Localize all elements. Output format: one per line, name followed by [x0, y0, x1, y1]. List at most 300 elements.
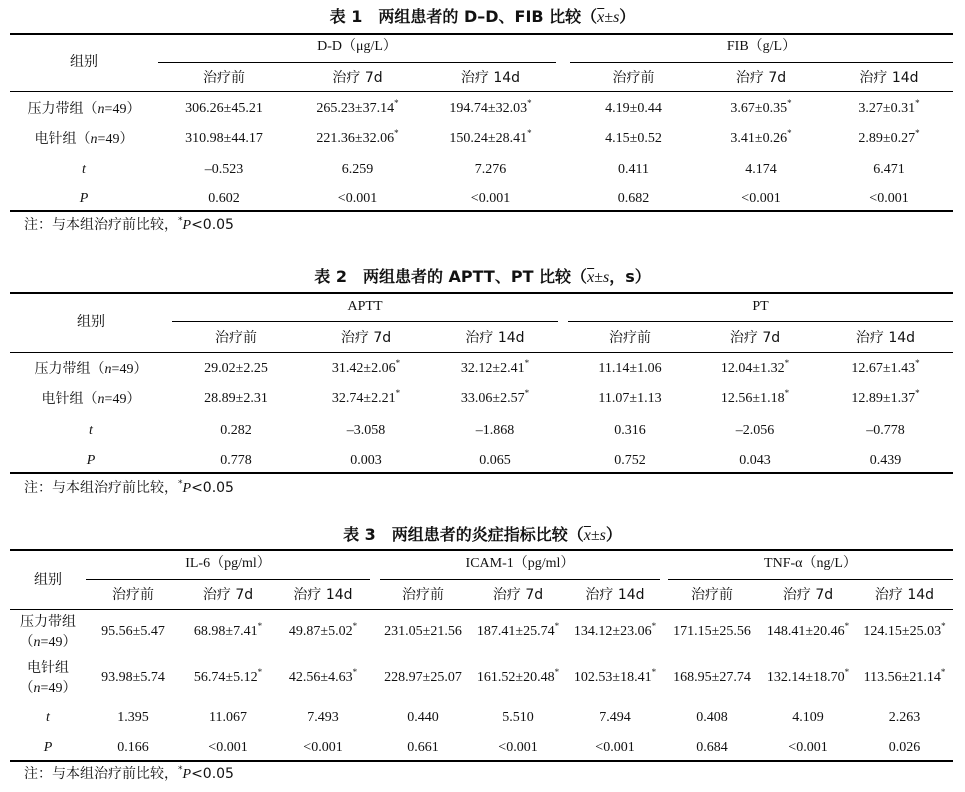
- table3-cell-r2-c3: [376, 708, 470, 728]
- table1-cell-star-r0-c2: *: [527, 98, 532, 108]
- table1-caption-suffix: ）: [619, 7, 636, 26]
- table3-group-rule-tnfa: [668, 579, 953, 580]
- table3-subheader-4: 治疗 7d: [492, 587, 544, 603]
- table3-subheader-6: 治疗前: [691, 587, 733, 603]
- table2-cell-value-r1-c5: 12.89±1.37: [851, 391, 916, 406]
- table2-cell-value-r2-c5: –0.778: [866, 423, 905, 438]
- table3-row-label-3: P: [43, 740, 53, 755]
- table2-cell-star-r1-c5: *: [915, 388, 920, 398]
- table3-cell-value-r3-c8: 0.026: [888, 740, 921, 755]
- table3-cell-r0-c1: [180, 622, 276, 642]
- table2-cell-r0-c5: [818, 359, 953, 379]
- table2-bottom-rule: [10, 472, 953, 474]
- table2-cell-value-r3-c4: 0.043: [739, 453, 771, 468]
- table2-subheader-1: 治疗 7d: [340, 330, 392, 346]
- table3-cell-value-r2-c4: 5.510: [502, 710, 534, 725]
- table1-subheader-2: 治疗 14d: [460, 70, 521, 86]
- table2-row-label-nval-1: =49）: [104, 392, 141, 407]
- table2-cell-r3-c3: [568, 451, 692, 471]
- table2-cell-star-r0-c4: *: [784, 358, 790, 368]
- table3-cell-value-r2-c1: 11.067: [209, 710, 247, 725]
- table3-cell-value-r0-c6: 171.15±25.56: [673, 624, 751, 639]
- table1-cell-value-r1-c4: 3.41±0.26: [730, 131, 788, 146]
- table3-subheader-8: 治疗 14d: [874, 587, 935, 603]
- table1-caption-mean-symbol: $\overline{x}$: [597, 9, 605, 26]
- table3-caption-mean-symbol: $\overline{x}$: [583, 527, 591, 544]
- table3-cell-value-r0-c7: 148.41±20.46: [766, 624, 845, 639]
- table3-cell-star-r0-c2: *: [352, 621, 358, 631]
- table1-cell-value-r3-c4: <0.001: [741, 191, 781, 206]
- table1-note-star: *: [178, 216, 183, 226]
- table3-cell-value-r3-c1: <0.001: [208, 740, 248, 755]
- table3-cell-r1-c7: [760, 668, 856, 688]
- table3-cell-r1-c4: [470, 668, 566, 688]
- table3-cell-value-r0-c4: 187.41±25.74: [476, 624, 555, 639]
- table2-row-label-2: t: [89, 423, 93, 438]
- table3-cell-value-r3-c3: 0.661: [407, 740, 439, 755]
- table1-cell-value-r2-c3: 0.411: [618, 162, 649, 177]
- table1-caption-pm: ±: [604, 9, 614, 26]
- table2-cell-value-r2-c2: –1.868: [475, 423, 515, 438]
- table2-colgroup-aptt: APTT: [347, 299, 383, 314]
- table2-cell-r3-c5: [818, 451, 953, 471]
- table2-cell-r1-c2: [432, 389, 558, 409]
- table1-cell-value-r1-c3: 4.15±0.52: [605, 131, 662, 146]
- table2-cell-value-r0-c2: 32.12±2.41: [460, 361, 525, 376]
- table2-cell-star-r1-c1: *: [395, 388, 401, 398]
- table3-cell-r0-c2: [276, 622, 370, 642]
- table1-cell-r0-c3: [570, 99, 697, 119]
- table1-group-rule-dd: [158, 62, 556, 63]
- table3-caption-text: 表 3 两组患者的炎症指标比较（: [343, 525, 584, 544]
- table2-cell-r0-c3: [568, 359, 692, 379]
- table1-caption-text: 表 1 两组患者的 D–D、FIB 比较（: [329, 7, 598, 26]
- table1-cell-value-r0-c1: 265.23±37.14: [316, 101, 395, 116]
- table2-cell-r3-c0: [172, 451, 300, 471]
- table3-cell-r0-c5: [566, 622, 664, 642]
- table1-cell-r1-c1: [290, 129, 425, 149]
- table2-cell-r2-c4: [692, 421, 818, 441]
- table2-row-label-nval-0: =49）: [111, 362, 148, 377]
- table1-subheader-4: 治疗 7d: [735, 70, 787, 86]
- table1-cell-value-r0-c3: 4.19±0.44: [605, 101, 662, 116]
- table1-cell-r2-c1: [290, 160, 425, 180]
- table3-cell-r2-c4: [470, 708, 566, 728]
- table2-cell-value-r1-c1: 32.74±2.21: [331, 391, 396, 406]
- table1-row-label-1: [10, 129, 158, 149]
- table3-cell-r3-c8: [856, 738, 953, 758]
- table3-subheader-7: 治疗 7d: [782, 587, 834, 603]
- table1-subheader-1: 治疗 7d: [332, 70, 383, 86]
- table1-cell-value-r3-c1: <0.001: [337, 191, 378, 206]
- table3-cell-value-r3-c7: <0.001: [788, 740, 828, 755]
- table3-cell-r1-c1: [180, 668, 276, 688]
- table3-cell-r0-c7: [760, 622, 856, 642]
- table1-cell-star-r1-c2: *: [527, 128, 532, 138]
- table2-cell-r1-c3: [568, 389, 692, 409]
- table1-subheader-3: 治疗前: [612, 70, 655, 86]
- table3-cell-r2-c1: [180, 708, 276, 728]
- table3-cell-r2-c5: [566, 708, 664, 728]
- table3-cell-value-r2-c7: 4.109: [792, 710, 824, 725]
- table2-top-rule: [10, 292, 953, 294]
- table1-cell-value-r0-c5: 3.27±0.31: [858, 101, 916, 116]
- table2-cell-value-r0-c0: 29.02±2.25: [204, 361, 268, 376]
- table3-caption: [0, 524, 965, 547]
- table1-cell-r2-c3: [570, 160, 697, 180]
- table2-caption-suffix: ，s）: [609, 267, 651, 286]
- table2-cell-star-r1-c2: *: [524, 388, 530, 398]
- table3-cell-value-r1-c4: 161.52±20.48: [476, 670, 555, 685]
- table3-row-label-n-1: n: [33, 681, 41, 696]
- table3-row-label-1: [10, 658, 86, 698]
- table1-cell-value-r1-c1: 221.36±32.06: [316, 131, 395, 146]
- table2-row-label-1: [10, 389, 172, 409]
- table2-cell-r2-c3: [568, 421, 692, 441]
- table2-cell-value-r2-c3: 0.316: [614, 423, 646, 438]
- table3-cell-r3-c4: [470, 738, 566, 758]
- table1-group-header: 组别: [70, 54, 98, 70]
- table2-caption-pm: ±: [594, 269, 603, 286]
- table2-note: [24, 478, 234, 499]
- table2-group-rule-aptt: [172, 321, 558, 322]
- table1-cell-r2-c2: [425, 160, 556, 180]
- table3-note: [24, 764, 234, 785]
- table2-note-p: P: [182, 481, 192, 496]
- table1-cell-r3-c0: [158, 189, 290, 209]
- table3-cell-r1-c0: [86, 668, 180, 688]
- table3-cell-value-r1-c3: 228.97±25.07: [384, 670, 462, 685]
- table2-cell-r1-c4: [692, 389, 818, 409]
- table3-caption-sd-symbol: s: [599, 527, 606, 544]
- table1-cell-r0-c2: [425, 99, 556, 119]
- table3-row-label-text-0: 压力带组: [20, 614, 76, 630]
- table3-cell-value-r1-c1: 56.74±5.12: [193, 670, 258, 685]
- table3-cell-r1-c8: [856, 668, 953, 688]
- table1-cell-value-r2-c1: 6.259: [341, 162, 374, 177]
- table1-cell-value-r3-c5: <0.001: [869, 191, 909, 206]
- table2-row-label-3: P: [86, 453, 96, 468]
- table3-cell-value-r0-c1: 68.98±7.41: [193, 624, 258, 639]
- table3-cell-star-r1-c8: *: [940, 667, 946, 677]
- table2-colgroup-pt: PT: [752, 299, 769, 314]
- table3-cell-value-r3-c2: <0.001: [303, 740, 343, 755]
- table2-cell-value-r2-c1: –3.058: [346, 423, 386, 438]
- table3-colgroup-tnfa: TNF-α（ng/L）: [764, 556, 857, 571]
- table1-cell-r3-c1: [290, 189, 425, 209]
- table1-cell-r0-c4: [697, 99, 825, 119]
- table3-group-rule-il6: [86, 579, 370, 580]
- table2-cell-r1-c5: [818, 389, 953, 409]
- table3-caption-suffix: ）: [605, 525, 622, 544]
- table2-caption: [0, 266, 965, 289]
- table1-cell-value-r2-c2: 7.276: [474, 162, 507, 177]
- table2-subheader-0: 治疗前: [215, 330, 257, 346]
- table1-cell-r2-c5: [825, 160, 953, 180]
- table1-cell-value-r2-c5: 6.471: [873, 162, 905, 177]
- table1-cell-value-r1-c2: 150.24±28.41: [449, 131, 528, 146]
- table1-cell-value-r0-c0: 306.26±45.21: [185, 101, 263, 116]
- table1-caption-sd-symbol: s: [613, 9, 620, 26]
- table3-cell-value-r3-c4: <0.001: [498, 740, 538, 755]
- table3-cell-value-r1-c8: 113.56±21.14: [863, 670, 941, 685]
- table3-top-rule: [10, 549, 953, 551]
- table2-cell-r1-c0: [172, 389, 300, 409]
- table2-cell-value-r0-c1: 31.42±2.06: [331, 361, 396, 376]
- table1-subheader-5: 治疗 14d: [859, 70, 919, 86]
- table1-subheader-0: 治疗前: [203, 70, 245, 86]
- table3-bottom-rule: [10, 760, 953, 762]
- table1-cell-value-r3-c2: <0.001: [470, 191, 511, 206]
- table1-row-label-n-0: n: [97, 102, 105, 117]
- table3-cell-r0-c3: [376, 622, 470, 642]
- table2-caption-sd-symbol: s: [602, 269, 610, 286]
- table3-cell-value-r0-c8: 124.15±25.03: [863, 624, 942, 639]
- table1-cell-r3-c4: [697, 189, 825, 209]
- table1-cell-value-r1-c5: 2.89±0.27: [858, 131, 916, 146]
- table2-cell-star-r1-c4: *: [784, 388, 790, 398]
- table3-cell-value-r0-c2: 49.87±5.02: [288, 624, 353, 639]
- table3-cell-value-r1-c7: 132.14±18.70: [766, 670, 845, 685]
- table3-subheader-3: 治疗前: [402, 587, 444, 603]
- table2-subheader-2: 治疗 14d: [465, 330, 525, 346]
- table2-row-label-n-0: n: [104, 362, 112, 377]
- table3-row-label-2: t: [46, 710, 50, 725]
- table3-cell-value-r1-c6: 168.95±27.74: [673, 670, 751, 685]
- table1-cell-star-r0-c5: *: [915, 98, 920, 108]
- table3-subheader-1: 治疗 7d: [202, 587, 254, 603]
- table3-cell-r3-c2: [276, 738, 370, 758]
- table1-cell-star-r0-c4: *: [787, 98, 792, 108]
- table2-cell-value-r2-c0: 0.282: [220, 423, 252, 438]
- table1-row-label-3: P: [79, 191, 89, 206]
- table1-row-label-text-1: 电针组（: [34, 131, 91, 147]
- table2-subheader-4: 治疗 7d: [729, 330, 781, 346]
- table3-cell-r3-c5: [566, 738, 664, 758]
- table3-cell-r1-c5: [566, 668, 664, 688]
- table1-row-label-2: t: [82, 162, 86, 177]
- table2-note-suffix: <0.05: [191, 480, 234, 496]
- table2-cell-r1-c1: [300, 389, 432, 409]
- table1-cell-r1-c3: [570, 129, 697, 149]
- table1-cell-r1-c2: [425, 129, 556, 149]
- table3-row-label-paren-0: （: [19, 634, 34, 650]
- table3-subheader-2: 治疗 14d: [293, 587, 353, 603]
- table3-cell-star-r0-c8: *: [941, 621, 946, 631]
- table2-group-header: 组别: [77, 314, 105, 330]
- table2-note-star: *: [178, 479, 183, 489]
- table1-note-p: P: [182, 218, 192, 233]
- table3-cell-value-r2-c2: 7.493: [307, 710, 339, 725]
- table1-group-rule-fib: [570, 62, 953, 63]
- table1-note-text: 注：与本组治疗前比较，: [24, 217, 178, 233]
- table2-cell-r2-c2: [432, 421, 558, 441]
- table1-note: [24, 215, 234, 236]
- table2-cell-r2-c5: [818, 421, 953, 441]
- table3-cell-value-r1-c2: 42.56±4.63: [288, 670, 353, 685]
- table3-cell-value-r3-c6: 0.684: [696, 740, 728, 755]
- table3-cell-r2-c8: [856, 708, 953, 728]
- table3-cell-star-r0-c1: *: [257, 621, 263, 631]
- table2-cell-value-r0-c5: 12.67±1.43: [851, 361, 916, 376]
- table3-cell-value-r2-c6: 0.408: [696, 710, 728, 725]
- table3-cell-star-r1-c4: *: [554, 667, 560, 677]
- table1-cell-value-r3-c3: 0.682: [617, 191, 650, 206]
- table1-colgroup-fib: FIB（g/L）: [726, 39, 797, 54]
- table3-cell-r0-c8: [856, 622, 953, 642]
- table1-cell-r3-c2: [425, 189, 556, 209]
- table2-cell-r2-c0: [172, 421, 300, 441]
- table3-cell-r3-c0: [86, 738, 180, 758]
- table1-top-rule: [10, 33, 953, 35]
- table3-note-text: 注：与本组治疗前比较，: [24, 766, 178, 782]
- table2-cell-value-r1-c2: 33.06±2.57: [460, 391, 525, 406]
- table1-caption: [0, 6, 965, 29]
- table2-cell-value-r3-c0: 0.778: [220, 453, 252, 468]
- table3-caption-pm: ±: [590, 527, 600, 544]
- table1-cell-r0-c0: [158, 99, 290, 119]
- table3-row-label-text-1: 电针组: [27, 660, 69, 676]
- table1-cell-star-r1-c1: *: [394, 128, 399, 138]
- table1-cell-value-r2-c0: –0.523: [204, 162, 244, 177]
- table2-cell-value-r1-c0: 28.89±2.31: [204, 391, 268, 406]
- table3-row-label-n-0: n: [33, 635, 41, 650]
- table2-cell-value-r3-c3: 0.752: [614, 453, 646, 468]
- table3-cell-r1-c3: [376, 668, 470, 688]
- table1-cell-r2-c4: [697, 160, 825, 180]
- table1-cell-r1-c0: [158, 129, 290, 149]
- table3-cell-r3-c6: [664, 738, 760, 758]
- table1-cell-r3-c5: [825, 189, 953, 209]
- table2-caption-text: 表 2 两组患者的 APTT、PT 比较（: [314, 267, 588, 286]
- table1-cell-value-r3-c0: 0.602: [208, 191, 240, 206]
- table1-row-label-nval-1: =49）: [97, 132, 134, 147]
- table3-cell-value-r3-c0: 0.166: [117, 740, 149, 755]
- table3-colgroup-icam1: ICAM-1（pg/ml）: [465, 556, 575, 571]
- table1-header-rule: [10, 91, 953, 92]
- table3-subheader-5: 治疗 14d: [585, 587, 645, 603]
- table1-row-label-n-1: n: [90, 132, 98, 147]
- table1-colgroup-dd: D-D（μg/L）: [317, 39, 397, 54]
- table3-cell-value-r2-c3: 0.440: [407, 710, 439, 725]
- table3-cell-value-r1-c0: 93.98±5.74: [101, 670, 165, 685]
- table1-row-label-nval-0: =49）: [104, 102, 141, 117]
- table3-cell-star-r1-c2: *: [352, 667, 358, 677]
- table3-cell-r2-c6: [664, 708, 760, 728]
- table3-header-rule: [10, 609, 953, 610]
- table3-cell-r1-c2: [276, 668, 370, 688]
- table2-cell-r2-c1: [300, 421, 432, 441]
- table2-cell-value-r3-c2: 0.065: [479, 453, 511, 468]
- table1-cell-value-r0-c4: 3.67±0.35: [730, 101, 788, 116]
- table2-cell-value-r3-c5: 0.439: [869, 453, 902, 468]
- table3-row-label-nval-0: =49）: [40, 635, 77, 650]
- table1-note-suffix: <0.05: [191, 217, 234, 233]
- table1-row-label-text-0: 压力带组（: [27, 101, 98, 117]
- table2-cell-value-r1-c4: 12.56±1.18: [720, 391, 785, 406]
- table2-cell-r0-c4: [692, 359, 818, 379]
- table2-cell-r3-c2: [432, 451, 558, 471]
- table1-cell-r0-c1: [290, 99, 425, 119]
- table1-cell-value-r1-c0: 310.98±44.17: [185, 131, 263, 146]
- table2-cell-r0-c1: [300, 359, 432, 379]
- table2-row-label-0: [10, 359, 172, 379]
- table3-cell-star-r1-c5: *: [651, 667, 657, 677]
- table3-cell-value-r2-c5: 7.494: [599, 710, 631, 725]
- table3-row-label-nval-1: =49）: [40, 681, 77, 696]
- table1-cell-r2-c0: [158, 160, 290, 180]
- table2-cell-r3-c4: [692, 451, 818, 471]
- table3-cell-star-r1-c7: *: [844, 667, 850, 677]
- table3-cell-star-r0-c7: *: [844, 621, 850, 631]
- table3-cell-r3-c1: [180, 738, 276, 758]
- table2-cell-value-r2-c4: –2.056: [735, 423, 775, 438]
- table1-cell-r0-c5: [825, 99, 953, 119]
- table3-cell-value-r2-c8: 2.263: [888, 710, 921, 725]
- table3-cell-value-r3-c5: <0.001: [595, 740, 635, 755]
- table2-caption-mean-symbol: $\overline{x}$: [587, 269, 595, 286]
- table3-cell-value-r1-c5: 102.53±18.41: [573, 670, 652, 685]
- table3-cell-star-r0-c5: *: [651, 621, 657, 631]
- table3-cell-r0-c0: [86, 622, 180, 642]
- table2-cell-value-r1-c3: 11.07±1.13: [598, 391, 662, 406]
- table3-note-p: P: [182, 767, 192, 782]
- table2-subheader-3: 治疗前: [609, 330, 651, 346]
- table3-note-star: *: [178, 765, 183, 775]
- table1-row-label-0: [10, 99, 158, 119]
- table2-subheader-5: 治疗 14d: [855, 330, 916, 346]
- table2-cell-star-r0-c2: *: [524, 358, 530, 368]
- table2-cell-r3-c1: [300, 451, 432, 471]
- table2-cell-r0-c0: [172, 359, 300, 379]
- table3-cell-value-r2-c0: 1.395: [117, 710, 149, 725]
- table2-row-label-text-1: 电针组（: [41, 391, 98, 407]
- table2-cell-star-r0-c1: *: [395, 358, 401, 368]
- table3-cell-star-r0-c4: *: [554, 621, 560, 631]
- table1-cell-value-r0-c2: 194.74±32.03: [449, 101, 528, 116]
- table2-header-rule: [10, 352, 953, 353]
- table1-cell-star-r0-c1: *: [394, 98, 399, 108]
- table1-cell-r3-c3: [570, 189, 697, 209]
- table3-cell-r0-c6: [664, 622, 760, 642]
- table3-note-suffix: <0.05: [191, 766, 234, 782]
- table3-group-header: 组别: [34, 572, 62, 588]
- table3-cell-r3-c3: [376, 738, 470, 758]
- table1-cell-r1-c4: [697, 129, 825, 149]
- table3-cell-r3-c7: [760, 738, 856, 758]
- table3-cell-r2-c2: [276, 708, 370, 728]
- table3-cell-value-r0-c5: 134.12±23.06: [573, 624, 652, 639]
- table1-cell-star-r1-c5: *: [915, 128, 920, 138]
- table3-subheader-0: 治疗前: [112, 587, 154, 603]
- table2-group-rule-pt: [568, 321, 953, 322]
- table3-cell-r2-c7: [760, 708, 856, 728]
- table3-row-label-paren-1: （: [19, 680, 34, 696]
- table2-cell-star-r0-c5: *: [915, 358, 920, 368]
- table1-cell-star-r1-c4: *: [787, 128, 792, 138]
- table1-bottom-rule: [10, 210, 953, 212]
- table2-cell-value-r0-c4: 12.04±1.32: [720, 361, 785, 376]
- table2-cell-value-r3-c1: 0.003: [350, 453, 382, 468]
- table3-cell-value-r0-c0: 95.56±5.47: [101, 624, 165, 639]
- table3-cell-value-r0-c3: 231.05±21.56: [384, 624, 462, 639]
- table3-group-rule-icam1: [380, 579, 660, 580]
- table1-cell-r1-c5: [825, 129, 953, 149]
- table2-row-label-n-1: n: [97, 392, 105, 407]
- table3-cell-r2-c0: [86, 708, 180, 728]
- table2-row-label-text-0: 压力带组（: [34, 361, 105, 377]
- table2-note-text: 注：与本组治疗前比较，: [24, 480, 178, 496]
